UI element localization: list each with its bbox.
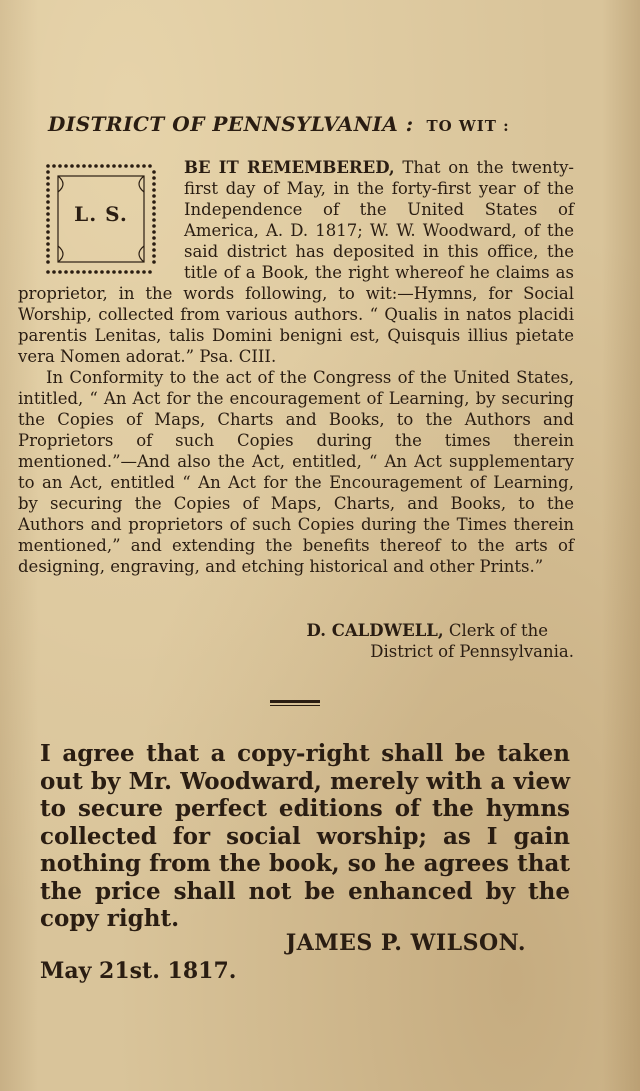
paragraph-1-text: That on the twenty-first day of May, in the forty-first year of the Independence of the United States of America, A. D. 1817; W. W. Woodward, of the said district has deposited in this office, the title of a Book, the right whereof he claims as proprietor, in the words following, to wit:—Hymns, for Social Worship, collected from various authors. “ Qualis in natos placidi parentis Lenitas, talis Domini benigni est, Quisquis illius pietate vera Nomen adorat.” Psa. CIII. [18, 158, 574, 366]
clerk-district: District of Pennsylvania. [370, 642, 574, 661]
district-heading [48, 112, 608, 136]
seal-spacer [18, 157, 184, 281]
copyright-paragraph-2: In Conformity to the act of the Congress of the United States, intitled, “ An Act for the encouragement of Learning, by securing the Copies of Maps, Charts and Books, to the Authors and Proprietors of such Copies during the times therein mentioned.”—And also the Act, entitled, “ An Act supplementary to an Act, entitled “ An Act for the Encouragement of Learning, by securing the Copies of Maps, Charts, and Books, to the Authors and proprietors of such Copies during the Times therein mentioned,” and extending the benefits thereof to the arts of designing, engraving, and etching historical and other Prints.” [18, 368, 574, 576]
clerk-name: D. CALDWELL, [306, 621, 444, 640]
statement-text: I agree that a copy-right shall be taken out by Mr. Woodward, merely with a view to secure perfect editions of the hymns collected for social worship; as I gain nothing from the book, so he agrees that the price shall not be enhanced by the copy right. [40, 740, 570, 932]
district-name: DISTRICT OF PENNSYLVANIA : [48, 112, 414, 136]
seal-label: L. S. [74, 202, 128, 226]
wilson-signature: JAMES P. WILSON. [285, 930, 526, 956]
statement-date: May 21st. 1817. [40, 958, 237, 984]
to-wit: TO WIT : [426, 117, 510, 135]
section-divider [270, 700, 320, 707]
copyright-notice [18, 157, 574, 577]
be-it-remembered: BE IT REMEMBERED, [184, 158, 395, 177]
clerk-signature [18, 620, 574, 662]
clerk-title: Clerk of the [448, 621, 548, 640]
wilson-statement [40, 740, 570, 933]
